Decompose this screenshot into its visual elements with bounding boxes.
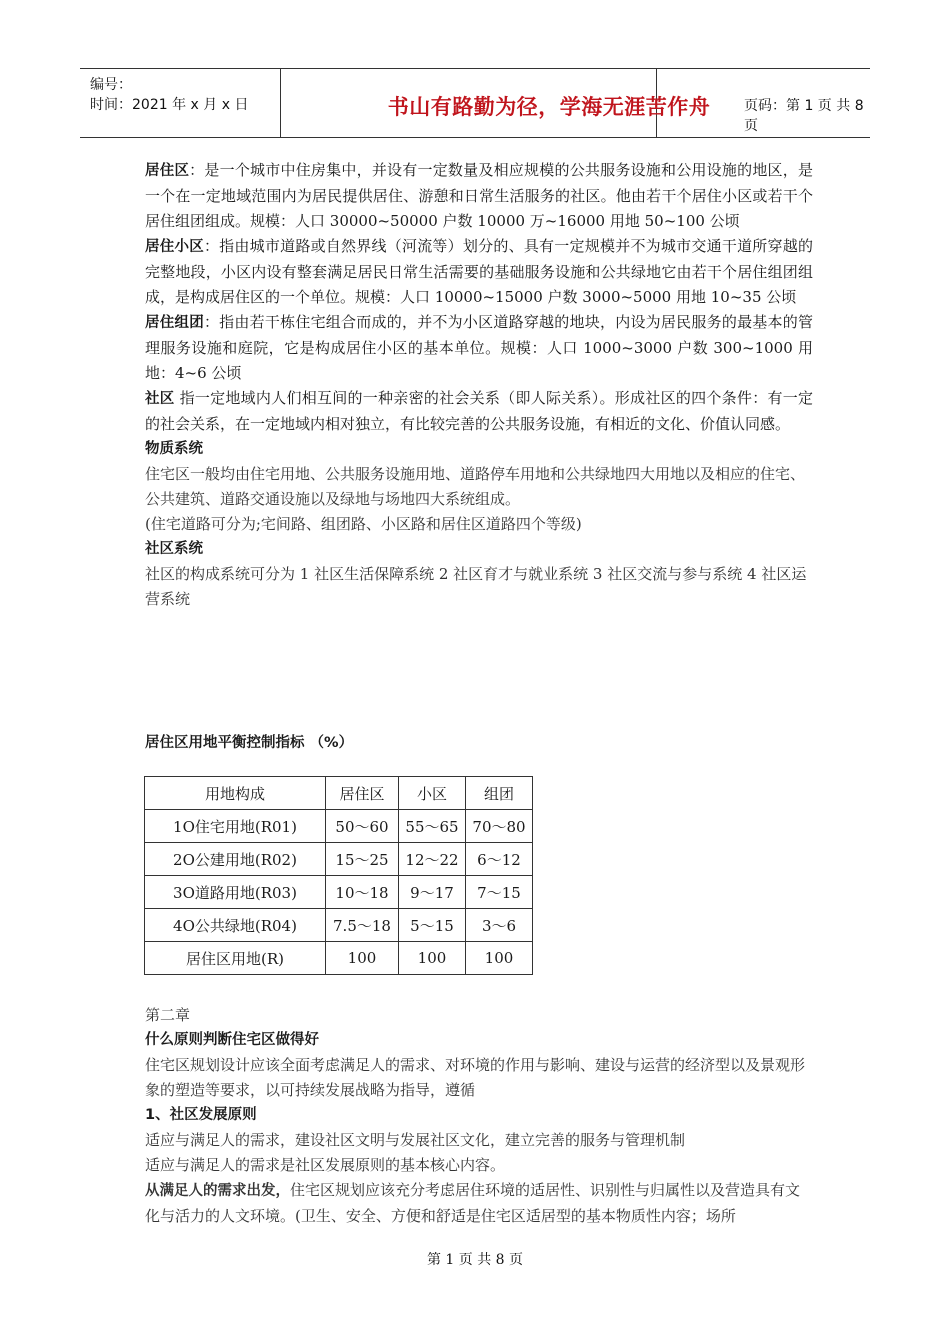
- community-text: 指一定地域内人们相互间的一种亲密的社会关系（即人际关系）。形成社区的四个条件：有一定的社会关系，在一定地域内相对独立，有比较完善的公共服务设施，有相近的文化、价值认同感。: [145, 389, 814, 433]
- table-cell: 100: [326, 942, 399, 975]
- principle-heading: 1、社区发展原则: [145, 1107, 257, 1123]
- residential-group-text: ：指由若干栋住宅组合而成的，并不为小区道路穿越的地块，内设为居民服务的最基本的管理服务设施和庭院，它是构成居住小区的基本单位。规模：人口 1000~3000 户数 300~1000 用地：4~6 公顷: [145, 313, 813, 382]
- road-levels-note: (住宅道路可分为;宅间路、组团路、小区路和居住区道路四个等级): [145, 515, 582, 533]
- residential-area-paragraph: [145, 158, 813, 234]
- community-term: 社区: [145, 391, 175, 407]
- table-row: [145, 942, 533, 975]
- chapter-label: 第二章: [145, 1006, 191, 1024]
- table-title: 居住区用地平衡控制指标 （%）: [145, 735, 354, 751]
- principle-text-2: 适应与满足人的需求是社区发展原则的基本核心内容。: [145, 1156, 506, 1174]
- residential-group-term: 居住组团: [145, 315, 204, 331]
- principle-text-3: [145, 1178, 813, 1229]
- table-cell: 70～80: [466, 810, 533, 843]
- table-row: [145, 810, 533, 843]
- community-paragraph: [145, 386, 813, 437]
- residential-group-paragraph: [145, 310, 813, 386]
- residential-district-term: 居住小区: [145, 239, 204, 255]
- table-cell: 7.5～18: [326, 909, 399, 942]
- page-header: [80, 68, 870, 138]
- table-row: [145, 843, 533, 876]
- principle-emphasis: 从满足人的需求出发，: [145, 1183, 290, 1199]
- land-use-table: [144, 776, 533, 975]
- table-cell: 9～17: [399, 876, 466, 909]
- table-cell: 5～15: [399, 909, 466, 942]
- community-system-heading: 社区系统: [145, 541, 203, 557]
- table-cell: 50～60: [326, 810, 399, 843]
- table-cell: 12～22: [399, 843, 466, 876]
- table-row: [145, 909, 533, 942]
- table-row: [145, 876, 533, 909]
- page-footer: 第 1 页 共 8 页: [426, 1252, 524, 1268]
- header-meta: [90, 75, 248, 115]
- column-header: 居住区: [326, 777, 399, 810]
- column-header: 用地构成: [145, 777, 326, 810]
- table-cell: 10～18: [326, 876, 399, 909]
- table-cell: 55～65: [399, 810, 466, 843]
- definitions-section: [145, 158, 813, 612]
- chapter-two-section: [145, 1003, 813, 1229]
- material-system-heading: 物质系统: [145, 441, 203, 457]
- table-cell: 6～12: [466, 843, 533, 876]
- header-page-label: 页码：第 1 页 共 8 页: [744, 98, 864, 134]
- document-number-label: 编号：: [90, 77, 132, 93]
- table-cell: 7～15: [466, 876, 533, 909]
- header-divider: [280, 69, 281, 137]
- residential-district-text: ：指由城市道路或自然界线（河流等）划分的、具有一定规模并不为城市交通干道所穿越的完整地段，小区内设有整套满足居民日常生活需要的基础服务设施和公共绿地它由若干个居住组团组成，是构成居住区的一个单位。规模：人口 10000~15000 户数 3000~5000 用地 10~35 公顷: [145, 237, 813, 306]
- chapter-intro: 住宅区规划设计应该全面考虑满足人的需求、对环境的作用与影响、建设与运营的经济型以及景观形象的塑造等要求，以可持续发展战略为指导，遵循: [145, 1056, 806, 1099]
- header-motto: 书山有路勤为径，学海无涯苦作舟: [387, 95, 711, 119]
- column-header: 组团: [466, 777, 533, 810]
- document-time-label: 时间：2021 年 x 月 x 日: [90, 97, 249, 113]
- chapter-heading: 什么原则判断住宅区做得好: [145, 1032, 319, 1048]
- column-header: 小区: [399, 777, 466, 810]
- table-cell: 3～6: [466, 909, 533, 942]
- table-cell: 1O住宅用地(R01): [145, 810, 326, 843]
- principle-text-1: 适应与满足人的需求，建设社区文明与发展社区文化，建立完善的服务与管理机制: [145, 1131, 686, 1149]
- table-cell: 100: [399, 942, 466, 975]
- residential-area-term: 居住区: [145, 163, 190, 179]
- table-cell: 100: [466, 942, 533, 975]
- residential-area-text: ：是一个城市中住房集中，并设有一定数量及相应规模的公共服务设施和公用设施的地区，是一个在一定地域范围内为居民提供居住、游憩和日常生活服务的社区。他由若干个居住小区或若干个居住组团组成。规模：人口 30000~50000 户数 10000 万~16000 用地 50~100 公顷: [145, 161, 813, 230]
- table-cell: 居住区用地(R): [145, 942, 326, 975]
- residential-district-paragraph: [145, 234, 813, 310]
- community-system-text: 社区的构成系统可分为 1 社区生活保障系统 2 社区育才与就业系统 3 社区交流与参与系统 4 社区运营系统: [145, 565, 807, 608]
- table-cell: 3O道路用地(R03): [145, 876, 326, 909]
- principle-detail: 住宅区规划应该充分考虑居住环境的适居性、识别性与归属性以及营造具有文化与活力的人文环境。(卫生、安全、方便和舒适是住宅区适居型的基本物质性内容；场所: [145, 1181, 801, 1225]
- material-system-text: 住宅区一般均由住宅用地、公共服务设施用地、道路停车用地和公共绿地四大用地以及相应的住宅、公共建筑、道路交通设施以及绿地与场地四大系统组成。: [145, 465, 806, 508]
- table-cell: 2O公建用地(R02): [145, 843, 326, 876]
- table-cell: 4O公共绿地(R04): [145, 909, 326, 942]
- table-header-row: [145, 777, 533, 810]
- table-cell: 15～25: [326, 843, 399, 876]
